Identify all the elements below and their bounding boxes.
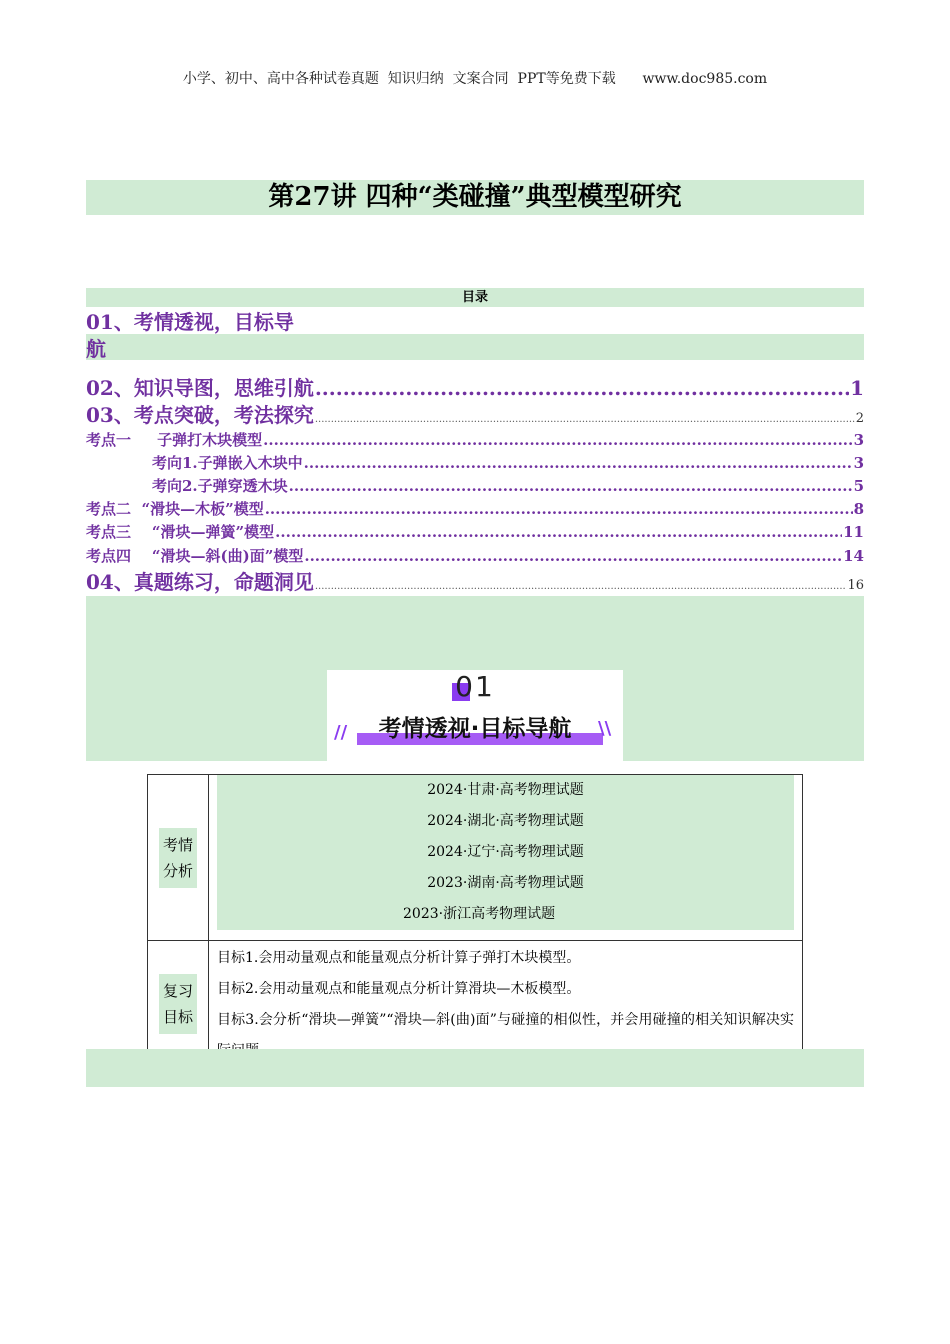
goal-item: 目标3.会分析“滑块—弹簧”“滑块—斜(曲)面”与碰撞的相似性，并会用碰撞的相关知识解决实 <box>217 1012 794 1028</box>
page-title: 第27讲 四种“类碰撞”典型模型研究 <box>268 182 682 212</box>
toc-entry-kaoxiang1[interactable] <box>152 452 864 475</box>
toc-leader-dots <box>315 375 849 402</box>
toc-entry-kaodian3[interactable] <box>86 521 864 544</box>
toc-entry-page: 1 <box>850 376 864 400</box>
toc-entry-kaoxiang2[interactable] <box>152 475 864 498</box>
toc-entry-01-line1[interactable]: 01、考情透视，目标导 <box>86 310 294 334</box>
exam-list-cell <box>209 775 803 941</box>
toc-entry-label: 考点三 “滑块—弹簧”模型 <box>86 523 275 541</box>
toc-entry-label: 考点二 “滑块—木板”模型 <box>86 500 264 518</box>
review-goals-label <box>159 974 197 1034</box>
exam-analysis-table <box>147 774 803 1068</box>
toc-entry-label: 考点一 子弹打木块模型 <box>86 431 263 449</box>
exam-item: 2023·浙江高考物理试题 <box>403 906 556 922</box>
exam-item: 2024·甘肃·高考物理试题 <box>427 782 584 798</box>
toc-entry-page: 2 <box>855 411 864 426</box>
toc-heading: 目录 <box>461 290 488 305</box>
toc-entry-page: 8 <box>853 500 864 518</box>
toc-entry-page: 5 <box>853 477 864 495</box>
label-line: 考情 <box>162 835 193 854</box>
toc-entry-label: 04、真题练习，命题洞见 <box>86 570 314 594</box>
toc-entry-label: 考向1.子弹嵌入木块中 <box>152 454 303 472</box>
exam-analysis-label-cell <box>148 775 209 941</box>
table-row-exam-analysis <box>148 775 803 941</box>
toc-entry-label: 02、知识导图，思维引航 <box>86 376 314 400</box>
toc-entry-page: 3 <box>853 431 864 449</box>
banner-title: 考情透视·目标导航 <box>378 716 572 742</box>
banner-right-slash-icon: \\ <box>598 718 612 739</box>
exam-item: 2023·湖南·高考物理试题 <box>427 875 584 891</box>
toc-section1-band <box>86 334 864 360</box>
exam-item: 2024·辽宁·高考物理试题 <box>427 844 584 860</box>
goal-item: 目标1.会用动量观点和能量观点分析计算子弹打木块模型。 <box>217 950 581 966</box>
exam-analysis-label <box>159 828 197 888</box>
toc-leader-dots <box>304 545 842 568</box>
toc-entry-kaodian1[interactable] <box>86 429 864 452</box>
toc-entry-label: 03、考点突破，考法探究 <box>86 403 314 427</box>
toc-entry-page: 11 <box>843 523 864 541</box>
toc-entry-page: 14 <box>843 547 864 565</box>
banner-left-slash-icon: // <box>334 722 348 743</box>
toc-entry-02[interactable] <box>86 375 864 402</box>
exam-item: 2024·湖北·高考物理试题 <box>427 813 584 829</box>
bottom-band <box>86 1049 864 1087</box>
exam-list <box>217 775 794 930</box>
toc-entry-kaodian2[interactable] <box>86 498 864 521</box>
banner-number: 01 <box>455 670 495 703</box>
toc-entry-label: 考向2.子弹穿透木块 <box>152 477 288 495</box>
toc-leader-dots <box>275 521 842 544</box>
toc-entry-label: 考点四 “滑块—斜(曲)面”模型 <box>86 547 304 565</box>
page-header: 小学、初中、高中各种试卷真题 知识归纳 文案合同 PPT等免费下载 www.doc985.com <box>182 71 768 87</box>
toc-leader-dots <box>265 498 853 521</box>
toc-entry-01-line2[interactable]: 航 <box>86 337 106 361</box>
goal-item: 目标2.会用动量观点和能量观点分析计算滑块—木板模型。 <box>217 981 581 997</box>
toc-entry-page: 3 <box>853 454 864 472</box>
toc-leader-dots <box>263 429 852 452</box>
toc-entry-page: 16 <box>847 578 864 593</box>
toc-leader-dots <box>289 475 853 498</box>
label-line: 复习 <box>162 982 193 1000</box>
label-line: 分析 <box>162 861 193 880</box>
label-line: 目标 <box>162 1008 193 1026</box>
toc-leader-dots <box>304 452 853 475</box>
toc-entry-kaodian4[interactable] <box>86 545 864 568</box>
